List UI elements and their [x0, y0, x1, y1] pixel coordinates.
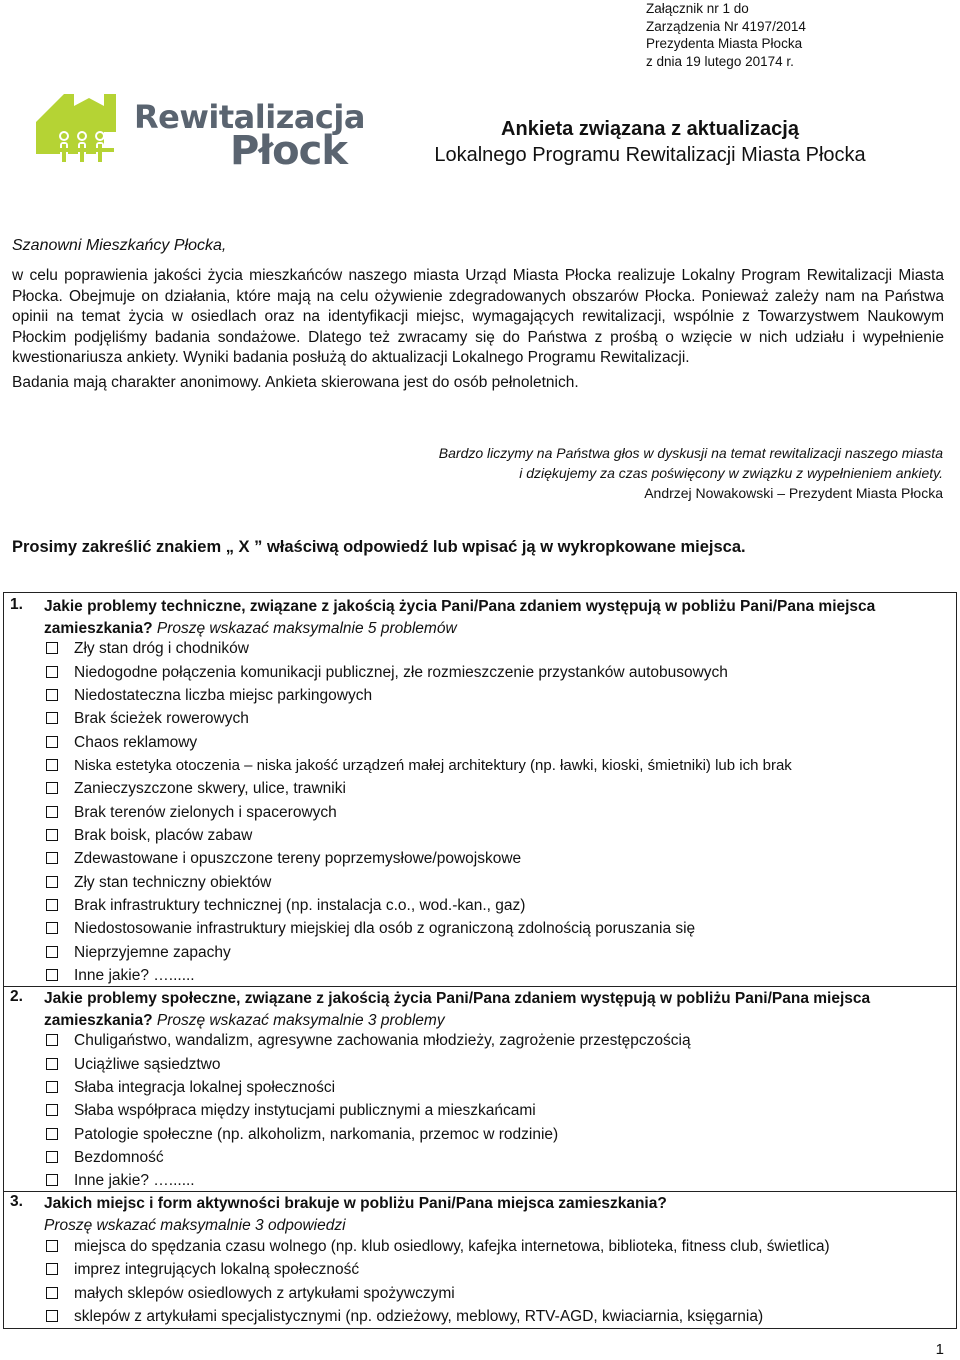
- checkbox[interactable]: [46, 1240, 58, 1252]
- instruction: Prosimy zakreślić znakiem „ X ” właściwą odpowiedź lub wpisać ją w wykropkowane miejsca.: [12, 538, 746, 556]
- question-1-text: Jakie problemy techniczne, związane z jakością życia Pani/Pana zdaniem występują w pobliżu Pani/Pana miejsca zamieszkania?: [44, 598, 876, 637]
- q2-option-6[interactable]: [46, 1146, 164, 1169]
- checkbox[interactable]: [46, 782, 58, 794]
- q1-option-5[interactable]: [46, 731, 197, 754]
- question-3-hint: Proszę wskazać maksymalnie 3 odpowiedzi: [44, 1217, 346, 1234]
- question-text: [44, 1193, 946, 1237]
- question-3-text: Jakich miejsc i form aktywności brakuje w pobliżu Pani/Pana miejsca zamieszkania?: [44, 1195, 667, 1212]
- option-label: Bezdomność: [74, 1149, 164, 1166]
- q2-option-7[interactable]: [46, 1169, 195, 1192]
- checkbox[interactable]: [46, 829, 58, 841]
- checkbox[interactable]: [46, 1081, 58, 1093]
- q3-option-1[interactable]: [46, 1235, 830, 1258]
- option-label: Niedostateczna liczba miejsc parkingowych: [74, 687, 373, 704]
- q1-option-15[interactable]: [46, 964, 195, 987]
- q1-option-14[interactable]: [46, 941, 231, 964]
- option-label: Słaba integracja lokalnej społeczności: [74, 1079, 336, 1096]
- intro-text: [12, 266, 944, 394]
- q1-option-2[interactable]: [46, 661, 728, 684]
- checkbox[interactable]: [46, 712, 58, 724]
- question-text: [44, 988, 946, 1032]
- option-label: Zły stan dróg i chodników: [74, 640, 249, 657]
- question-2-hint: Proszę wskazać maksymalnie 3 problemy: [156, 1012, 445, 1029]
- checkbox[interactable]: [46, 759, 58, 771]
- checkbox[interactable]: [46, 1310, 58, 1322]
- option-label: miejsca do spędzania czasu wolnego (np. klub osiedlowy, kafejka internetowa, biblioteka, fitness club, świetlica): [74, 1238, 830, 1255]
- option-label: Niedogodne połączenia komunikacji publicznej, złe rozmieszczenie przystanków autobusowych: [74, 664, 728, 681]
- option-label: imprez integrujących lokalną społeczność: [74, 1261, 360, 1278]
- q1-option-1[interactable]: [46, 637, 249, 660]
- option-label: Chaos reklamowy: [74, 734, 198, 751]
- question-divider: [4, 1191, 956, 1192]
- question-number: 3.: [10, 1193, 23, 1210]
- title-line-2: Lokalnego Programu Rewitalizacji Miasta Płocka: [434, 144, 866, 166]
- q3-option-2[interactable]: [46, 1258, 359, 1281]
- page-title: [380, 116, 920, 168]
- option-label: Słaba współpraca między instytucjami publicznymi a mieszkańcami: [74, 1102, 536, 1119]
- option-label: Inne jakie? …......: [74, 967, 195, 984]
- question-divider: [4, 986, 956, 987]
- q1-option-8[interactable]: [46, 801, 337, 824]
- checkbox[interactable]: [46, 1287, 58, 1299]
- logo: [34, 92, 365, 174]
- intro-anonymity-note: Badania mają charakter anonimowy. Ankieta skierowana jest do osób pełnoletnich.: [12, 373, 579, 391]
- option-label: Zły stan techniczny obiektów: [74, 874, 272, 891]
- checkbox[interactable]: [46, 642, 58, 654]
- q2-option-1[interactable]: [46, 1029, 691, 1052]
- option-label: Brak ścieżek rowerowych: [74, 710, 249, 727]
- checkbox[interactable]: [46, 1128, 58, 1140]
- option-label: Uciążliwe sąsiedztwo: [74, 1056, 221, 1073]
- q1-option-4[interactable]: [46, 707, 249, 730]
- option-label: Niedostosowanie infrastruktury miejskiej dla osób z ograniczoną zdolnością poruszania się: [74, 920, 696, 937]
- checkbox[interactable]: [46, 969, 58, 981]
- signature: Andrzej Nowakowski – Prezydent Miasta Płocka: [644, 485, 943, 501]
- option-label: Niska estetyka otoczenia – niska jakość urządzeń małej architektury (np. ławki, kioski, śmietniki) lub ich brak: [74, 757, 792, 774]
- q1-option-13[interactable]: [46, 917, 695, 940]
- logo-text-rewitalizacja: Rewitalizacja: [134, 98, 365, 136]
- option-label: Brak boisk, placów zabaw: [74, 827, 253, 844]
- checkbox[interactable]: [46, 1104, 58, 1116]
- option-label: Nieprzyjemne zapachy: [74, 944, 231, 961]
- option-label: Zdewastowane i opuszczone tereny poprzemysłowe/powojskowe: [74, 850, 522, 867]
- q3-option-4[interactable]: [46, 1305, 763, 1328]
- q1-option-12[interactable]: [46, 894, 525, 917]
- title-line-1: Ankieta związana z aktualizacją: [501, 118, 799, 140]
- thanks-line-2: i dziękujemy za czas poświęcony w związku z wypełnieniem ankiety.: [519, 465, 943, 481]
- q2-option-3[interactable]: [46, 1076, 335, 1099]
- checkbox[interactable]: [46, 899, 58, 911]
- checkbox[interactable]: [46, 666, 58, 678]
- q3-option-3[interactable]: [46, 1282, 455, 1305]
- question-number: 1.: [10, 596, 23, 613]
- question-2-text: Jakie problemy społeczne, związane z jakością życia Pani/Pana zdaniem występują w pobliżu Pani/Pana miejsca zamieszkania?: [44, 990, 871, 1029]
- q2-option-4[interactable]: [46, 1099, 536, 1122]
- option-label: sklepów z artykułami specjalistycznymi (np. odzieżowy, meblowy, RTV-AGD, kwiaciarnia, księgarnia): [74, 1308, 764, 1325]
- q1-option-7[interactable]: [46, 777, 346, 800]
- option-label: Patologie społeczne (np. alkoholizm, narkomania, przemoc w rodzinie): [74, 1126, 559, 1143]
- checkbox[interactable]: [46, 876, 58, 888]
- q2-option-5[interactable]: [46, 1123, 558, 1146]
- checkbox[interactable]: [46, 689, 58, 701]
- question-text: [44, 596, 946, 640]
- checkbox[interactable]: [46, 946, 58, 958]
- checkbox[interactable]: [46, 852, 58, 864]
- checkbox[interactable]: [46, 1034, 58, 1046]
- question-number: 2.: [10, 988, 23, 1005]
- option-label: Brak terenów zielonych i spacerowych: [74, 804, 337, 821]
- question-1-hint: Proszę wskazać maksymalnie 5 problemów: [156, 620, 457, 637]
- q1-option-11[interactable]: [46, 871, 271, 894]
- questionnaire-table: [3, 592, 957, 1329]
- page-number: 1: [935, 1341, 944, 1358]
- checkbox[interactable]: [46, 1151, 58, 1163]
- option-label: Zanieczyszczone skwery, ulice, trawniki: [74, 780, 346, 797]
- annex-note: Załącznik nr 1 do Zarządzenia Nr 4197/2014 Prezydenta Miasta Płocka z dnia 19 lutego 20174 r.: [646, 1, 806, 69]
- checkbox[interactable]: [46, 806, 58, 818]
- option-label: Inne jakie? …......: [74, 1172, 195, 1189]
- q1-option-3[interactable]: [46, 684, 372, 707]
- intro-paragraph: w celu poprawienia jakości życia mieszkańców naszego miasta Urząd Miasta Płocka realizuje Lokalny Program Rewitalizacji Miasta Płocka. Obejmuje on działania, które mają na celu ożywienie zdegradowanych obszarów Płocka. Ponieważ zależy nam na Państwa opinii na temat życia w osiedlach oraz na identyfikacji miejsc, wymagających rewitalizacji, wspólnie z Towarzystwem Naukowym Płockim podjęliśmy badania sondażowe. Dlatego też zwracamy się do Państwa z prośbą o wzięcie w nich udziału i wypełnienie kwestionariusza ankiety. Wyniki badania posłużą do aktualizacji Lokalnego Programu Rewitalizacji.: [12, 267, 944, 367]
- q1-option-10[interactable]: [46, 847, 521, 870]
- logo-text-plock: Płock: [230, 128, 347, 174]
- q1-option-6[interactable]: [46, 754, 792, 777]
- option-label: Chuligaństwo, wandalizm, agresywne zachowania młodzieży, zagrożenie przestępczością: [74, 1032, 691, 1049]
- checkbox[interactable]: [46, 736, 58, 748]
- option-label: Brak infrastruktury technicznej (np. instalacja c.o., wod.-kan., gaz): [74, 897, 526, 914]
- q2-option-2[interactable]: [46, 1053, 220, 1076]
- checkbox[interactable]: [46, 922, 58, 934]
- option-label: małych sklepów osiedlowych z artykułami spożywczymi: [74, 1285, 455, 1302]
- checkbox[interactable]: [46, 1058, 58, 1070]
- checkbox[interactable]: [46, 1174, 58, 1186]
- thanks-note: [303, 443, 943, 503]
- greeting: Szanowni Mieszkańcy Płocka,: [12, 237, 227, 254]
- q1-option-9[interactable]: [46, 824, 252, 847]
- thanks-line-1: Bardzo liczymy na Państwa głos w dyskusji na temat rewitalizacji naszego miasta: [438, 445, 943, 461]
- checkbox[interactable]: [46, 1263, 58, 1275]
